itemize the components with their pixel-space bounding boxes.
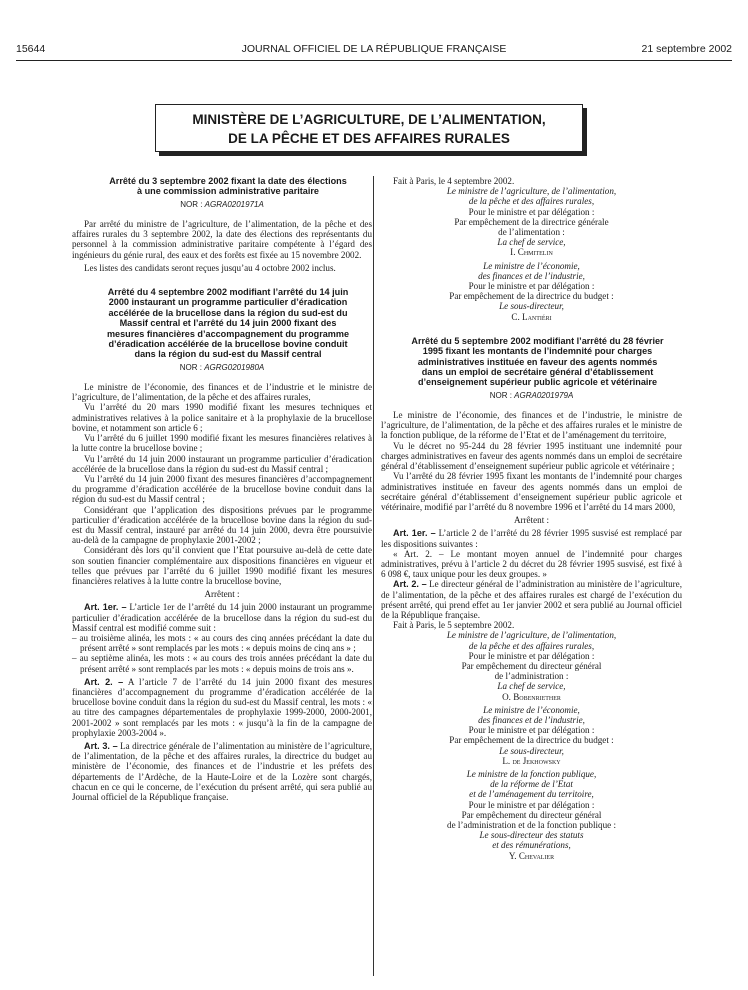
signature-block: Le ministre de l’économie, des finances et de l’industrie, Pour le ministre et par délégation : Par empêchement de la directrice du budget : Le sous-directeur, L. de Jekhowsky [449,704,614,766]
paragraph: Considérant que l’application des dispositions prévues par le programme particulier d’éradication accélérée de la brucellose bovine dans la région du sud-est du Massif central, instauré par arrêté du 14 juin 2000, devra être poursuivie au-delà de la campagne de prophylaxie 2001-2002 ; [72,504,372,546]
decree-title: à une commission administrative paritaire [137,186,319,197]
journal-title: JOURNAL OFFICIEL DE LA RÉPUBLIQUE FRANÇAISE [241,43,507,55]
column-divider [373,176,374,976]
list-item: – au septième alinéa, les mots : « au cours des trois années précédant la date du présent arrêté » sont remplacés par les mots : « depuis moins de trois ans ». [72,653,372,674]
decree-title: dans la région du sud-est du Massif central [134,349,322,360]
paragraph: Vu l’arrêté du 28 février 1995 fixant les montants de l’indemnité pour charges administratives instituée en faveur des agents nommés dans un emploi de secrétaire général d’établissement d’enseignement supérieur public agricole et vétérinaire, modifié par l’arrêté du 8 novembre 1996 et l’arrêté du 14 mars 2000, [381,471,682,512]
decree-title: d’enseignement supérieur public agricole et vétérinaire [417,377,658,388]
paragraph: Le ministre de l’économie, des finances et de l’industrie et le ministre de l’agriculture, de l’alimentation, de la pêche et des affaires rurales, [72,382,372,403]
decree-title: mesures financières d’accompagnement du programme [106,328,350,339]
arretent: Arrêtent : [513,515,550,526]
decree-title: administratives instituée en faveur des agents nommés [417,356,658,367]
paragraph: Vu l’arrêté du 14 juin 2000 fixant des mesures financières d’accompagnement du programme d’éradication accélérée de la brucellose bovine conduit dans la région du sud-est du Massif central ; [72,473,372,505]
decree-1 [72,176,372,273]
article-3: Art. 3. – La directrice générale de l’alimentation au ministère de l’agriculture, de l’alimentation, de la pêche et des affaires rurales, la directrice du budget au ministère de l’économie, des finances et de l’industrie et les préfets des départements de l’Ardèche, de la Haute-Loire et de la Lozère sont chargés, chacun en ce qui le concerne, de l’exécution du présent arrêté, qui sera publié au Journal officiel de la République française. [72,740,373,802]
paragraph: Considérant dès lors qu’il convient que l’Etat poursuive au-delà de cette date son soutien financier complémentaire aux dispositions financières en vigueur et telles que prévues par l’arrêté du 6 juillet 1990 modifié fixant les mesures financières relatives à la lutte contre la brucellose bovine, [72,545,372,586]
page-number: 15644 [16,43,46,55]
paragraph: Vu l’arrêté du 20 mars 1990 modifié fixant les mesures techniques et administratives relatives à la police sanitaire et à la prophylaxie de la brucellose bovine, et notamment son article 6 ; [72,402,372,433]
decree-title: Arrêté du 5 septembre 2002 modifiant l’arrêté du 28 février [411,335,664,346]
right-column [381,176,682,861]
article-2: Art. 2. – Le directeur général de l’administration au ministère de l’agriculture, de l’alimentation, de la pêche et des affaires rurales est chargé de l’exécution du présent arrêté, qui prend effet au 1er janvier 2002 et sera publié au Journal officiel de la République française. [381,579,682,620]
decree-title: 1995 fixant les montants de l’indemnité pour charges [422,346,653,357]
paragraph: Vu le décret no 95-244 du 28 février 1995 instituant une indemnité pour charges administratives en faveur des agents nommés dans un emploi de secrétaire général d’établissement d’enseignement supérieur public agricole et vétérinaire ; [381,440,682,472]
quoted-article: « Art. 2. – Le montant moyen annuel de l’indemnité pour charges administratives, prévu à l’article 2 du décret du 28 février 1995 susvisé, est fixé à 6 098 €, taux unique pour les deux groupes. » [381,548,682,580]
signature-block: Le ministre de l’économie, des finances et de l’industrie, Pour le ministre et par délégation : Par empêchement de la directrice du budget : Le sous-directeur, C. Lantiéri [449,260,614,322]
decree-title: Arrêté du 3 septembre 2002 fixant la date des élections [109,176,347,186]
ministry-title-line1: MINISTÈRE DE L’AGRICULTURE, DE L’ALIMENTATION, [192,112,546,127]
signature-block: Le ministre de l’agriculture, de l’alimentation, de la pêche et des affaires rurales, Pour le ministre et par délégation : Par empêchement du directeur général de l’administration : La chef de service, O. Bobenriether [446,630,617,702]
signature-block: Le ministre de l’agriculture, de l’alimentation, de la pêche et des affaires rurales, Pour le ministre et par délégation : Par empêchement de la directrice générale de l’alimentation : La chef de service, I. Chmitelin [446,186,617,258]
article-2: Art. 2. – A l’article 7 de l’arrêté du 14 juin 2000 fixant des mesures financières d’accompagnement du programme d’éradication accélérée de la brucellose bovine conduit dans la région du sud-est du Massif central, les mots : « au titre des campagnes départementales de prophylaxie 1999-2000, 2000-2001, 2001-2002 » sont remplacés par les mots : « jusqu’à la fin de la campagne de prophylaxie 2003-2004 ». [72,676,372,738]
left-column [72,176,372,802]
article-1: Art. 1er. – L’article 1er de l’arrêté du 14 juin 2000 instaurant un programme particulier d’éradication accélérée de la brucellose dans la région du sud-est du Massif central est modifié comme suit : [72,602,372,633]
list-item: – au troisième alinéa, les mots : « au cours des cinq années précédant la date du présent arrêté » sont remplacés par les mots : « depuis moins de cinq ans » ; [72,632,372,654]
header-rule [16,60,732,61]
decree-title: Arrêté du 4 septembre 2002 modifiant l’arrêté du 14 juin [107,287,349,298]
arretent: Arrêtent : [204,589,240,600]
ministry-box [155,104,583,152]
paragraph: Les listes des candidats seront reçues jusqu’au 4 octobre 2002 inclus. [84,262,336,273]
decree-2 [72,287,372,802]
fait-a-paris: Fait à Paris, le 5 septembre 2002. [393,620,515,631]
nor-reference: NOR : AGRA0201979A [489,390,574,400]
paragraph: Le ministre de l’économie, des finances et de l’industrie, le ministre de l’agriculture, de l’alimentation, de la pêche et des affaires rurales et le ministre de la fonction publique, de la réforme de l’Etat et de l’aménagement du territoire, [381,410,682,441]
paragraph: Vu l’arrêté du 14 juin 2000 instaurant un programme particulier d’éradication accélérée de la brucellose dans la région du sud-est du Massif central ; [72,453,372,474]
nor-reference: NOR : AGRA0201971A [180,199,264,209]
decree-title: accélérée de la brucellose dans la région du sud-est du [108,307,348,318]
decree-title: 2000 instaurant un programme particulier d’éradication [108,297,348,308]
signature-block: Le ministre de la fonction publique, de la réforme de l’Etat et de l’aménagement du territoire, Pour le ministre et par délégation : Par empêchement du directeur général de l’administration et de la fonction publique : Le sous-directeur des statuts et des rémunérations, Y. Chevalier [447,768,616,861]
issue-date: 21 septembre 2002 [641,43,732,55]
decree-title: dans un emploi de secrétaire général d’établissement [421,367,654,378]
decree-3 [381,336,682,861]
ministry-title-line2: DE LA PÊCHE ET DES AFFAIRES RURALES [228,131,510,146]
paragraph: Par arrêté du ministre de l’agriculture, de l’alimentation, de la pêche et des affaires rurales du 3 septembre 2002, la date des élections des représentants du personnel à la commission administrative paritaire compétente à l’égard des ingénieurs du génie rural, des eaux et des forêts est fixée au 15 novembre 2002. [72,219,372,260]
paragraph: Vu l’arrêté du 6 juillet 1990 modifié fixant les mesures financières relatives à la lutte contre la brucellose bovine ; [72,433,372,454]
nor-reference: NOR : AGRG0201980A [179,362,265,372]
decree-title: d’éradication accélérée de la brucellose bovine conduit [108,339,348,350]
article-1: Art. 1er. – L’article 2 de l’arrêté du 28 février 1995 susvisé est remplacé par les dispositions suivantes : [381,528,683,549]
decree-title: Massif central et l’arrêté du 14 juin 2000 fixant des [119,318,337,329]
fait-a-paris: Fait à Paris, le 4 septembre 2002. [393,176,515,186]
